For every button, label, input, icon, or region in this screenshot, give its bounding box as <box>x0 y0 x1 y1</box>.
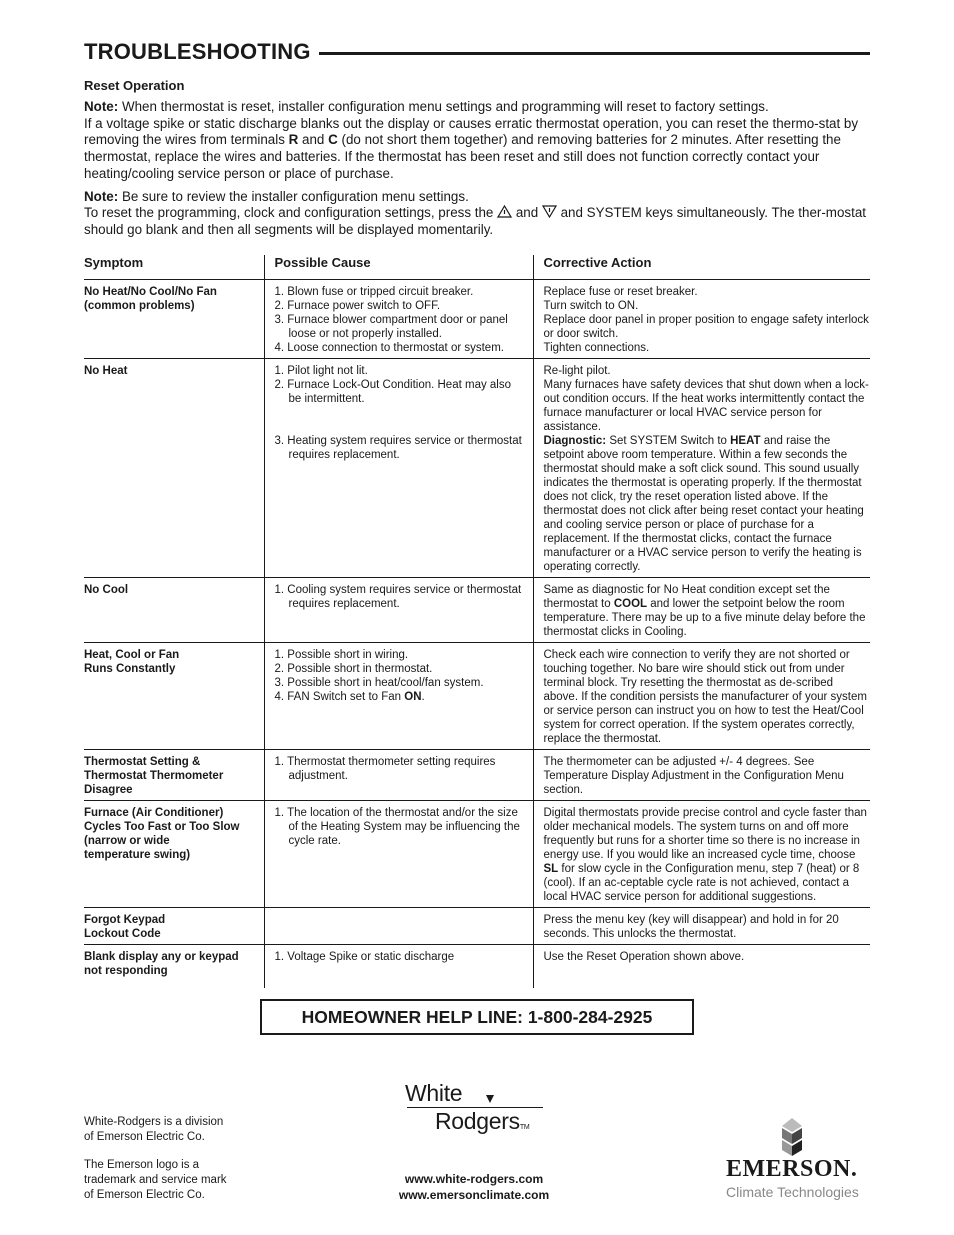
reset-text-and: and <box>298 132 329 148</box>
reset-heading: Reset Operation <box>84 78 185 93</box>
reset-keys-text-cont: and SYSTEM keys simultaneously. The ther-mostat should go blank and then all segments will be displayed momentarily. <box>84 205 866 237</box>
up-triangle-key-icon <box>497 205 512 218</box>
title-rule <box>319 52 870 55</box>
table-row <box>84 944 870 988</box>
symptom-cell <box>84 642 264 749</box>
url-white-rodgers[interactable]: www.white-rodgers.com <box>404 1172 544 1186</box>
emerson-logo <box>726 1118 876 1206</box>
cause-cell <box>264 907 533 944</box>
homeowner-helpline-box <box>260 999 694 1035</box>
reset-note-1 <box>84 99 870 183</box>
symptom-line: (common problems) <box>84 299 195 312</box>
logo-trademark: TM <box>519 1124 530 1131</box>
sl-setting: SL <box>543 862 559 875</box>
table-row <box>84 907 870 944</box>
reset-text: If a voltage spike or static discharge blanks out the display or causes erratic thermostat operation, you can reset the thermo-stat by removing the wires from terminals <box>84 115 859 148</box>
down-triangle-key-icon <box>542 205 557 218</box>
reset-keys-and: and <box>512 205 542 221</box>
action-cell <box>533 642 870 749</box>
cause-item: 1. Voltage Spike or static discharge <box>274 950 455 963</box>
heat-setting: HEAT <box>730 434 761 447</box>
symptom-cell <box>84 800 264 907</box>
action-text-cont: for slow cycle in the Configuration menu, step 7 (heat) or 8 (cool). If an ac-ceptable cycle rate is not achieved, contact a local HVAC service person for additional suggestions. <box>543 862 860 903</box>
reset-text-cont: (do not short them together) and removing batteries for 2 minutes. After resetting the thermostat, replace the wires and batteries. If the thermostat has been reset and still does not function correctly contact your heating/cooling service person or place of purchase. <box>84 132 841 181</box>
symptom-cell <box>84 358 264 577</box>
action-cell <box>533 577 870 642</box>
note-label: Note: <box>84 188 119 204</box>
action-cell <box>533 358 870 577</box>
cause-item: 1. Cooling system requires service or thermostat requires replacement. <box>274 583 522 610</box>
symptom-line: Thermostat Setting & <box>84 755 201 768</box>
title-row <box>84 36 870 68</box>
symptom-line: Heat, Cool or Fan <box>84 648 180 661</box>
cause-item-text: 4. FAN Switch set to Fan <box>274 690 405 703</box>
cause-cell <box>264 800 533 907</box>
cause-item: 1. Pilot light not lit. <box>274 364 368 377</box>
symptom-line: (narrow or wide <box>84 834 170 847</box>
cause-item: 3. Furnace blower compartment door or panel loose or not properly installed. <box>274 313 508 340</box>
table-header-row <box>84 255 870 280</box>
diagnostic-text <box>544 434 871 574</box>
cause-item: 2. Possible short in thermostat. <box>274 662 433 675</box>
action-text: The thermometer can be adjusted +/- 4 degrees. See Temperature Display Adjustment in the Configuration Menu section. <box>543 755 844 796</box>
table-row <box>84 279 870 358</box>
cause-item: 3. Heating system requires service or thermostat requires replacement. <box>274 434 522 461</box>
terminal-c: C <box>328 132 338 148</box>
cause-cell <box>264 642 533 749</box>
cause-spacer <box>275 406 527 434</box>
cause-item: 2. Furnace Lock-Out Condition. Heat may also be intermittent. <box>274 378 512 405</box>
symptom-cell <box>84 907 264 944</box>
table-row <box>84 749 870 800</box>
action-cell <box>533 800 870 907</box>
symptom-line: Cycles Too Fast or Too Slow <box>84 820 240 833</box>
col-header-symptom: Symptom <box>84 255 144 271</box>
action-cell <box>533 907 870 944</box>
logo-white-word: White <box>405 1080 463 1106</box>
trademark-line: of Emerson Electric Co. <box>84 1189 205 1201</box>
emerson-wordmark: EMERSON. <box>726 1156 858 1182</box>
symptom-line: Blank display any or keypad <box>84 950 239 963</box>
symptom-line: Lockout Code <box>84 927 161 940</box>
cause-cell <box>264 749 533 800</box>
diagnostic-text-a: Set SYSTEM Switch to <box>606 434 731 447</box>
helpline-text: HOMEOWNER HELP LINE: 1-800-284-2925 <box>301 1006 653 1027</box>
action-text: Digital thermostats provide precise control and cycle faster than older mechanical models. The system turns on and off more frequently but runs for a shorter time so there is no increase in energy use. If you would like an increased cycle time, choose <box>543 806 867 861</box>
action-line: Replace door panel in proper position to engage safety interlock or door switch. <box>543 313 869 340</box>
cool-setting: COOL <box>613 597 648 610</box>
col-header-cause: Possible Cause <box>264 255 533 280</box>
website-links <box>374 1171 574 1203</box>
symptom-cell <box>84 279 264 358</box>
action-cell <box>533 749 870 800</box>
cause-item <box>275 690 527 704</box>
emerson-mark-icon <box>776 1118 808 1156</box>
logo-rodgers-text: Rodgers <box>435 1108 520 1134</box>
symptom-line: No Cool <box>84 583 129 596</box>
division-note <box>84 1115 227 1145</box>
table-row <box>84 642 870 749</box>
cause-item: 1. Blown fuse or tripped circuit breaker. <box>274 285 474 298</box>
terminal-r: R <box>288 132 299 148</box>
action-line: Re-light pilot. <box>543 364 611 377</box>
symptom-line: Furnace (Air Conditioner) <box>84 806 224 819</box>
table-row <box>84 577 870 642</box>
reset-keys-text: To reset the programming, clock and configuration settings, press the <box>84 205 498 221</box>
table-row <box>84 358 870 577</box>
action-cell <box>533 944 870 988</box>
symptom-line: No Heat <box>84 364 128 377</box>
table-row <box>84 800 870 907</box>
cause-item: 1. Thermostat thermometer setting requires adjustment. <box>274 755 496 782</box>
col-header-action: Corrective Action <box>533 255 870 280</box>
cause-cell <box>264 358 533 577</box>
symptom-cell <box>84 749 264 800</box>
action-text: Press the menu key (key will disappear) and hold in for 20 seconds. This unlocks the thermostat. <box>543 913 839 940</box>
logo-arrow-icon <box>485 1094 495 1104</box>
white-rodgers-logo <box>405 1080 555 1140</box>
action-line: Turn switch to ON. <box>543 299 639 312</box>
reset-note-2 <box>84 189 870 239</box>
symptom-line: not responding <box>84 964 168 977</box>
note-text: Be sure to review the installer configuration menu settings. <box>118 188 469 204</box>
division-line: of Emerson Electric Co. <box>84 1131 205 1143</box>
cause-item: 3. Possible short in heat/cool/fan system. <box>274 676 484 689</box>
cause-item: 1. The location of the thermostat and/or the size of the Heating System may be influencing the cycle rate. <box>274 806 520 847</box>
footer-legal <box>84 1115 227 1216</box>
cause-item: 1. Possible short in wiring. <box>274 648 409 661</box>
cause-cell <box>264 279 533 358</box>
symptom-line: No Heat/No Cool/No Fan <box>84 285 217 298</box>
cause-item: 4. Loose connection to thermostat or system. <box>274 341 504 354</box>
note-label: Note: <box>84 99 119 114</box>
url-emerson-climate[interactable]: www.emersonclimate.com <box>398 1188 550 1202</box>
cause-item: 2. Furnace power switch to OFF. <box>274 299 441 312</box>
symptom-line: temperature swing) <box>84 848 191 861</box>
symptom-cell <box>84 577 264 642</box>
note-text: When thermostat is reset, installer configuration menu settings and programming will reset to factory settings. <box>118 99 769 114</box>
symptom-line: Thermostat Thermometer <box>84 769 224 782</box>
action-cell <box>533 279 870 358</box>
division-line: White-Rodgers is a division <box>84 1116 224 1128</box>
symptom-line: Forgot Keypad <box>84 913 166 926</box>
action-text: Check each wire connection to verify they are not shorted or touching together. No bare wire should stick out from under terminal block. Try resetting the thermostat as de-scribed above. If the condition persists the manufacturer of your system or service person can instruct you on how to test the Heat/Cool system for correct operation. If the system operates correctly, replace the thermostat. <box>543 648 867 745</box>
emerson-tagline: Climate Technologies <box>726 1184 859 1200</box>
diagnostic-text-b: and raise the setpoint above room temperature. Within a few seconds the thermostat should make a soft click sound. This sound usually indicates the thermostat is operating properly. If the thermostat does not click, try the reset operation listed above. If the thermostat does not click after being reset contact your heating and cooling service person or place of purchase for a replacement. If the thermostat clicks, contact the furnace manufacturer or a HVAC service person to verify the heating is operating correctly. <box>543 434 864 573</box>
diagnostic-label: Diagnostic: <box>543 434 607 447</box>
cause-item-end: . <box>421 690 425 703</box>
fan-on-setting: ON <box>404 690 422 703</box>
trademark-line: The Emerson logo is a <box>84 1159 200 1171</box>
troubleshooting-table <box>84 255 870 988</box>
trademark-note <box>84 1158 227 1203</box>
symptom-line: Runs Constantly <box>84 662 176 675</box>
action-line: Many furnaces have safety devices that shut down when a lock-out condition occurs. If the heat works intermittently contact the furnace manufacturer or local HVAC service person for assistance. <box>543 378 869 433</box>
page-title: TROUBLESHOOTING <box>84 39 311 64</box>
action-text-cont: and lower the setpoint below the room temperature. There may be up to a five minute delay before the thermostat clicks in Cooling. <box>543 597 866 638</box>
logo-rodgers-word <box>435 1108 529 1135</box>
action-text: Use the Reset Operation shown above. <box>543 950 745 963</box>
trademark-line: trademark and service mark <box>84 1174 227 1186</box>
action-line: Tighten connections. <box>543 341 650 354</box>
action-text: Same as diagnostic for No Heat condition except set the thermostat to <box>543 583 830 610</box>
action-line: Replace fuse or reset breaker. <box>543 285 698 298</box>
troubleshooting-page <box>84 36 870 988</box>
cause-cell <box>264 577 533 642</box>
cause-cell <box>264 944 533 988</box>
symptom-cell <box>84 944 264 988</box>
symptom-line: Disagree <box>84 783 133 796</box>
